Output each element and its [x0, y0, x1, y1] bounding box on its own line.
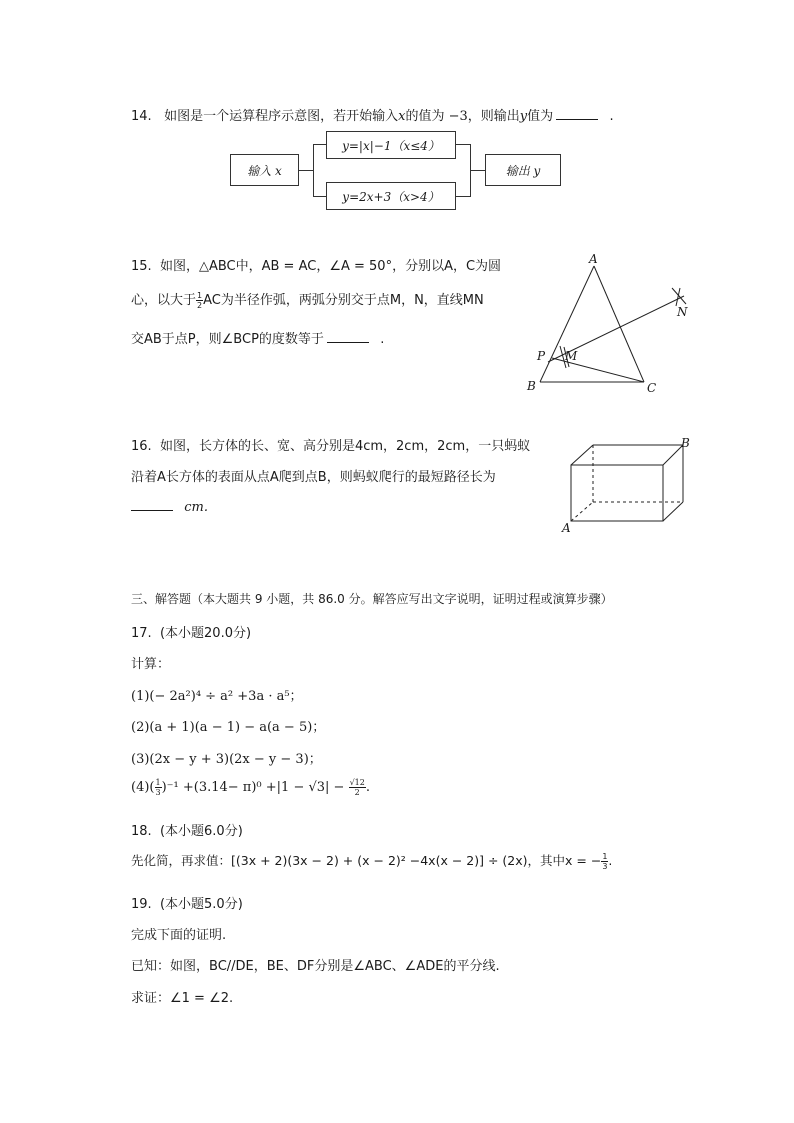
label-P: P [537, 349, 546, 363]
q17-part4: (4)( $\frac{1}{3}$ )⁻¹ +(3.14− π)⁰ +|1 − √3| − $\frac{√12}{2}$ . [131, 778, 370, 797]
q15-fraction: $\frac{1}{2}$ [197, 291, 203, 310]
q19-number: 19. [131, 897, 152, 912]
flow-connector [470, 170, 485, 171]
flow-input-box: 输入 x [230, 154, 299, 186]
flow-connector [313, 144, 326, 145]
q15-triangle-figure [520, 250, 700, 395]
q15-line3: 交AB于点P，则∠BCP的度数等于 . [131, 332, 385, 347]
flow-output-box: 输出 y [485, 154, 561, 186]
q19-header: 19. (本小题5.0分) [131, 897, 243, 912]
label-B: B [527, 379, 536, 393]
q17-part2: (2)(a + 1)(a − 1) − a(a − 5)； [131, 720, 326, 735]
q17-number: 17. [131, 626, 152, 641]
flow-connector [313, 144, 314, 196]
q17-header: 17. (本小题20.0分) [131, 626, 252, 641]
q15-number: 15. [131, 259, 152, 274]
q18-number: 18. [131, 824, 152, 839]
q15-line2: 心，以大于 $\frac{1}{2}$ AC为半径作弧，两弧分别交于点M，N，直线MN [131, 291, 484, 310]
q14-number: 14. [131, 109, 152, 124]
q16-line1: 16. 如图，长方体的长、宽、高分别是4cm，2cm，2cm，一只蚂蚁 [131, 439, 531, 454]
flow-branch-bottom: y=2x+3（x>4） [326, 182, 456, 210]
front-face [571, 465, 663, 521]
flow-branch-top: y=|x|−1（x≤4） [326, 131, 456, 159]
flow-connector [313, 196, 326, 197]
label-C: C [647, 381, 657, 395]
q19-line2: 已知：如图，BC//DE，BE、DF分别是∠ABC、∠ADE的平分线. [131, 959, 500, 974]
q17-intro: 计算： [131, 657, 171, 672]
q19-line3: 求证：∠1 = ∠2. [131, 991, 234, 1006]
flow-connector [456, 196, 470, 197]
q16-cuboid-figure [555, 432, 700, 537]
segment-AC [594, 266, 644, 382]
label-A: A [589, 252, 598, 266]
label-A: A [562, 521, 571, 535]
q14-answer-blank[interactable] [556, 107, 598, 120]
q17-part3: (3)(2x − y + 3)(2x − y − 3)； [131, 752, 322, 767]
label-N: N [677, 305, 688, 319]
label-B: B [681, 436, 690, 450]
flow-connector [299, 170, 313, 171]
q16-line3: cm. [131, 498, 208, 515]
q15-answer-blank[interactable] [327, 330, 369, 343]
label-M: M [565, 349, 578, 363]
q18-text: 先化简，再求值：[(3x + 2)(3x − 2) + (x − 2)² −4x(x − 2)] ÷ (2x)，其中x = − $\frac{1}{3}$ . [131, 852, 613, 871]
section3-header: 三、解答题（本大题共 9 小题，共 86.0 分。解答应写出文字说明，证明过程或演算步骤） [131, 592, 613, 606]
flow-connector [456, 144, 470, 145]
q16-answer-blank[interactable] [131, 498, 173, 511]
q16-line2: 沿着A长方体的表面从点A爬到点B，则蚂蚁爬行的最短路径长为 [131, 470, 496, 485]
q19-line1: 完成下面的证明. [131, 928, 227, 943]
q17-part1: (1)(− 2a²)⁴ ÷ a² +3a · a⁵； [131, 689, 303, 704]
q15-line1: 15. 如图，△ABC中，AB = AC，∠A = 50°，分别以A，C为圆 [131, 259, 502, 274]
hidden-edge [571, 502, 593, 521]
q18-header: 18. (本小题6.0分) [131, 824, 243, 839]
q16-number: 16. [131, 439, 152, 454]
q14-text: 14. 如图是一个运算程序示意图，若开始输入x的值为 −3，则输出y值为 . [131, 109, 614, 124]
segment-AB [540, 266, 594, 382]
